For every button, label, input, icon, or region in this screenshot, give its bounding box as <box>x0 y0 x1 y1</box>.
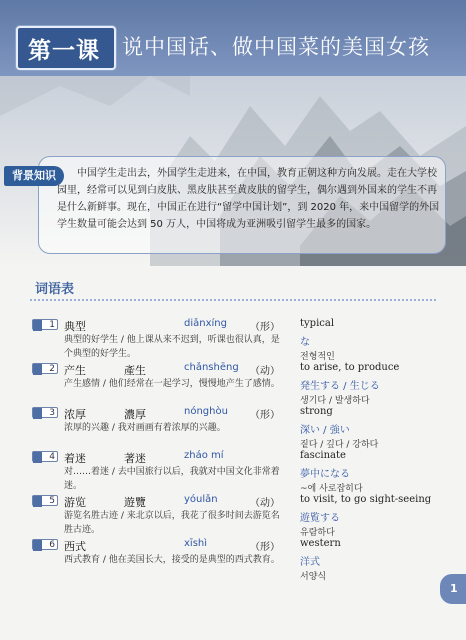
pinyin: xīshì <box>184 538 208 549</box>
vocab-entry <box>32 538 442 588</box>
part-of-speech: （形） <box>250 410 280 421</box>
example-sentence: 对……着迷 / 去中国旅行以后，我就对中国文化非常着迷。 <box>64 467 280 491</box>
background-knowledge-text: 中国学生走出去，外国学生走进来，在中国，教育正朝这种方向发展。走在大学校园里，经常可以见到白皮肤、黑皮肤甚至黄皮肤的留学生，偶尔遇到外国来的学生不再是什么新鲜事。现在，中国正在进行“留学中国计划”，到 2020 年，来中国留学的外国学生数量可能会达到 50 万人，中国将成为亚洲吸引留学生最多的国家。 <box>57 168 440 230</box>
word-simplified: 西式 <box>64 540 86 553</box>
entry-number: 5 <box>32 495 58 506</box>
vocabulary-heading: 词语表 <box>35 282 75 297</box>
lesson-number-tag <box>16 26 116 70</box>
vocab-entry <box>32 494 442 544</box>
korean-gloss: 전형적인 <box>300 352 335 362</box>
example-sentence: 游览名胜古迹 / 来北京以后，我花了很多时间去游览名胜古迹。 <box>64 511 280 535</box>
lesson-number: 第一课 <box>28 37 100 64</box>
vocab-entry <box>32 362 442 412</box>
word-traditional: 產生 <box>124 364 146 377</box>
part-of-speech: （形） <box>250 542 280 553</box>
example-sentence: 产生感情 / 他们经常在一起学习，慢慢地产生了感情。 <box>64 379 280 389</box>
background-knowledge-box <box>38 156 446 254</box>
korean-gloss: 서양식 <box>300 572 327 582</box>
english-gloss: to visit, to go sight-seeing <box>300 494 432 505</box>
entry-number: 1 <box>32 319 58 330</box>
word-traditional: 著迷 <box>124 452 146 465</box>
korean-gloss: ~에 사로잡히다 <box>300 484 363 494</box>
english-gloss: strong <box>300 406 333 417</box>
korean-gloss: 유람하다 <box>300 528 335 538</box>
word-simplified: 着迷 <box>64 452 86 465</box>
lesson-header <box>0 0 466 76</box>
pinyin: diǎnxíng <box>184 318 227 329</box>
word-simplified: 浓厚 <box>64 408 86 421</box>
divider <box>30 299 436 301</box>
page-number-tab <box>440 574 466 604</box>
english-gloss: fascinate <box>300 450 346 461</box>
vocab-entry <box>32 450 442 500</box>
japanese-gloss: な <box>300 337 310 348</box>
entry-number: 2 <box>32 363 58 374</box>
background-knowledge-badge: 背景知识 <box>4 166 64 186</box>
word-traditional: 濃厚 <box>124 408 146 421</box>
japanese-gloss: 深い / 強い <box>300 425 350 436</box>
japanese-gloss: 洋式 <box>300 557 320 568</box>
korean-gloss: 생기다 / 발생하다 <box>300 396 370 406</box>
word-simplified: 产生 <box>64 364 86 377</box>
word-simplified: 游览 <box>64 496 86 509</box>
english-gloss: typical <box>300 318 335 329</box>
vocab-entry <box>32 406 442 456</box>
pinyin: nónghòu <box>184 406 228 417</box>
lesson-title: 说中国话、做中国菜的美国女孩 <box>122 35 430 59</box>
part-of-speech: （形） <box>250 322 280 333</box>
word-simplified: 典型 <box>64 320 86 333</box>
example-sentence: 浓厚的兴趣 / 我对画画有着浓厚的兴趣。 <box>64 423 226 433</box>
word-traditional: 遊覽 <box>124 496 146 509</box>
pinyin: yóulǎn <box>184 494 218 505</box>
japanese-gloss: 遊覧する <box>300 513 340 524</box>
pinyin: zháo mí <box>184 450 224 461</box>
part-of-speech: （动） <box>250 366 280 377</box>
japanese-gloss: 夢中になる <box>300 469 350 480</box>
korean-gloss: 짙다 / 깊다 / 강하다 <box>300 440 379 450</box>
example-sentence: 西式教育 / 他在美国长大，接受的是典型的西式教育。 <box>64 555 280 565</box>
example-sentence: 典型的好学生 / 他上课从来不迟到，听课也很认真，是个典型的好学生。 <box>64 335 280 359</box>
japanese-gloss: 発生する / 生じる <box>300 381 380 392</box>
part-of-speech: （动） <box>250 498 280 509</box>
pinyin: chǎnshēng <box>184 362 239 373</box>
english-gloss: to arise, to produce <box>300 362 400 373</box>
entry-number: 3 <box>32 407 58 418</box>
entry-number: 4 <box>32 451 58 462</box>
entry-number: 6 <box>32 539 58 550</box>
english-gloss: western <box>300 538 341 549</box>
vocab-entry <box>32 318 442 368</box>
page-number: 1 <box>450 582 458 595</box>
